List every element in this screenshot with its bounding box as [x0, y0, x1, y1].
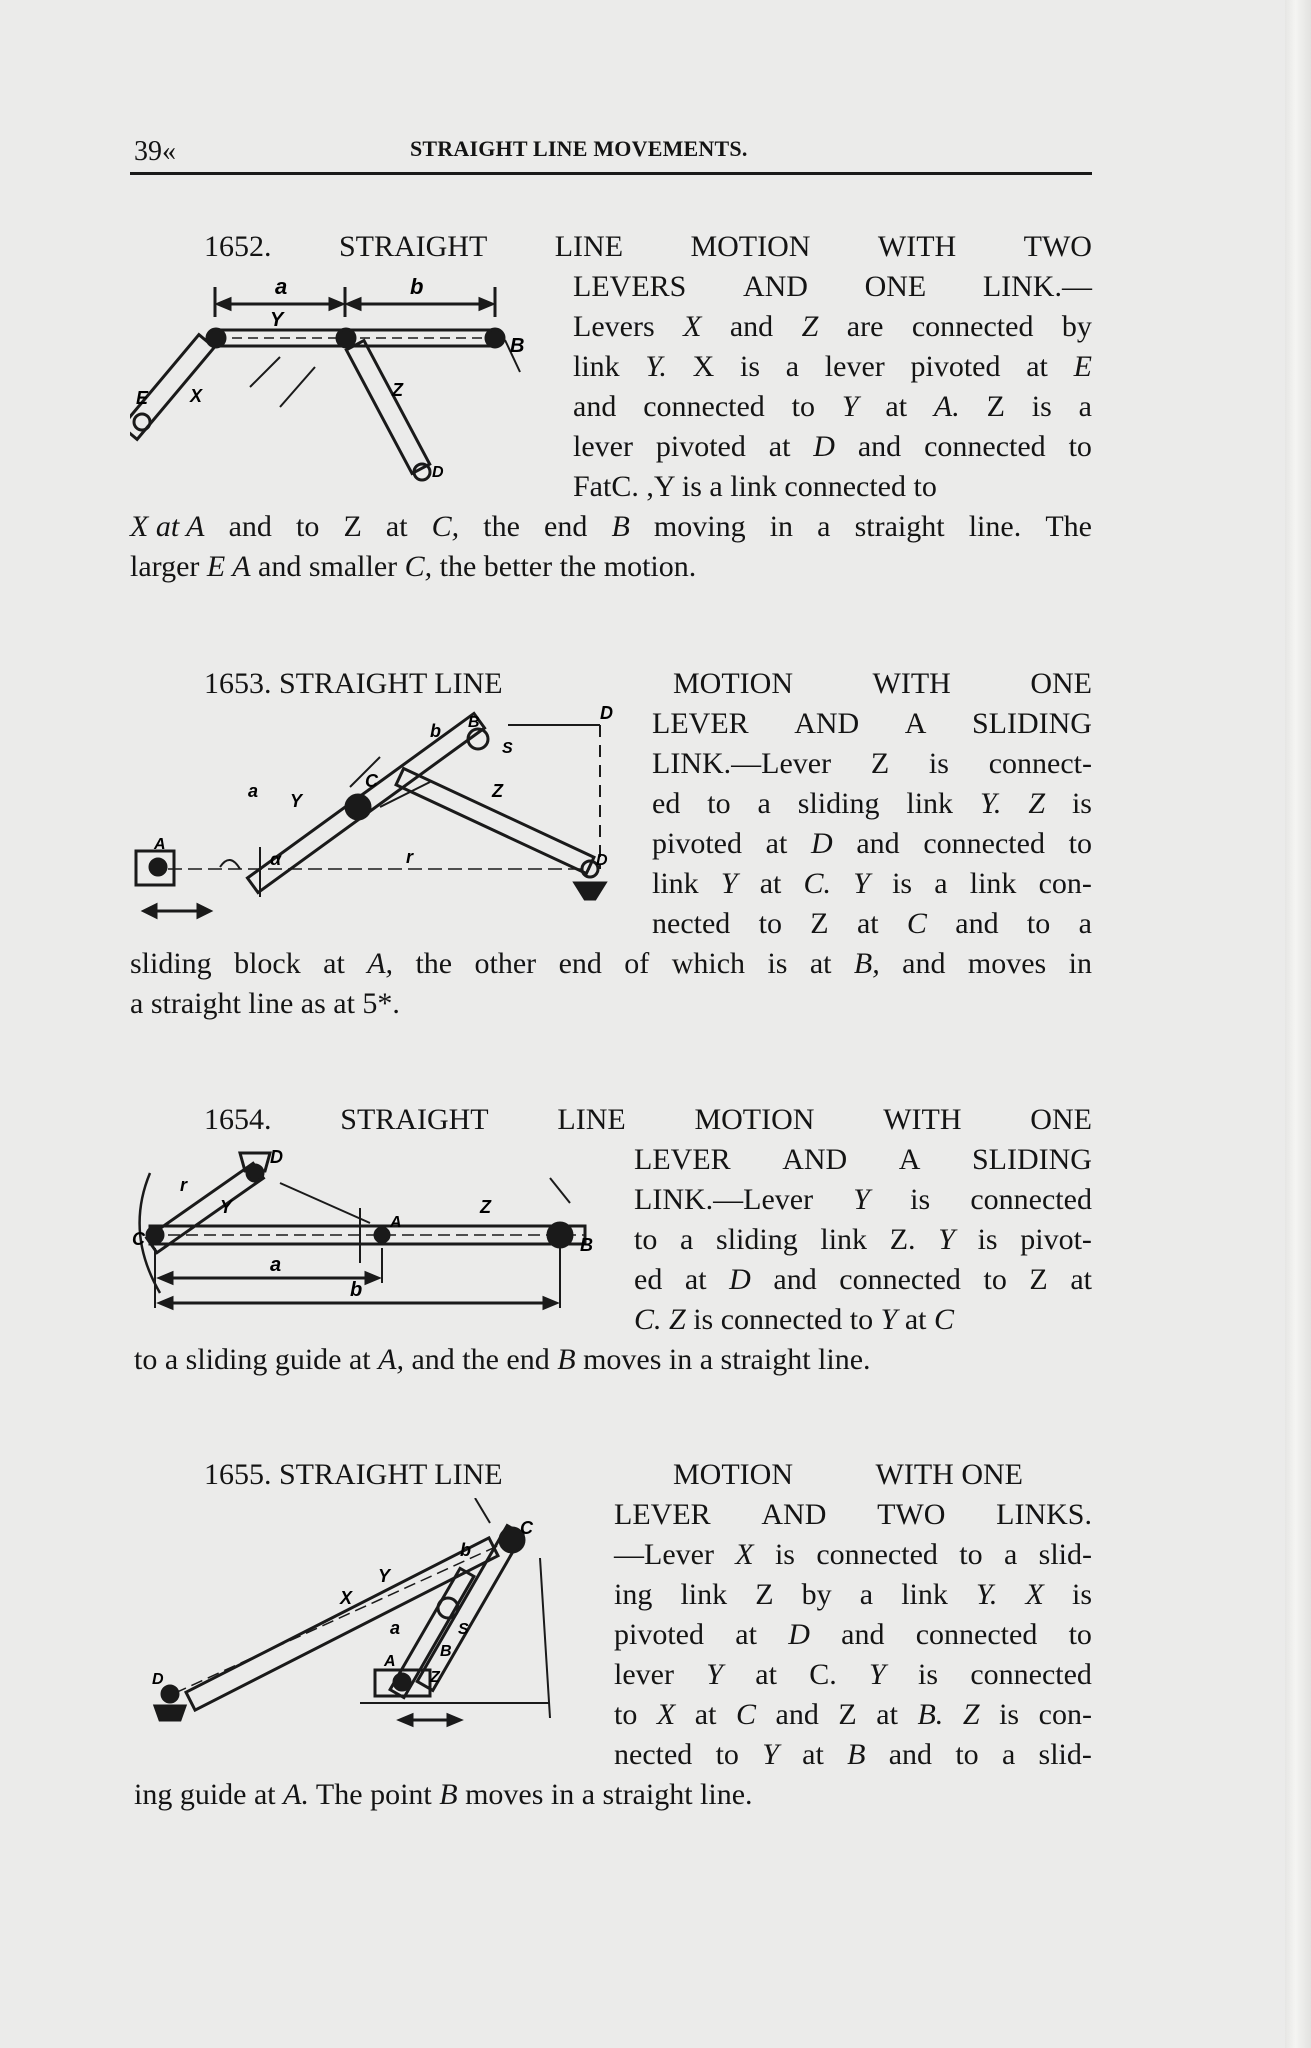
fig-label: α — [270, 849, 282, 869]
fig-label: E — [136, 388, 149, 408]
fig-label: X — [340, 1588, 353, 1608]
fig-label: Z — [392, 380, 403, 400]
fig-label: B — [440, 1643, 452, 1660]
entry-heading: 1654. STRAIGHT LINE MOTION WITH ONE — [204, 1103, 1092, 1136]
entry-heading-right: MOTION WITH ONE — [673, 1458, 1023, 1491]
fig-label: Y — [290, 791, 303, 811]
text-line: a straight line as at 5*. — [130, 987, 400, 1020]
header-rule — [130, 172, 1092, 175]
fig-label: D — [152, 1671, 164, 1688]
fig-label: b — [350, 1279, 363, 1301]
text-line: pivoted at D and connected to — [614, 1618, 1092, 1651]
entry-heading: 1655. STRAIGHT LINE — [204, 1458, 503, 1491]
fig-label: Y — [270, 309, 284, 331]
page-header — [130, 130, 1092, 178]
fig-label: C — [520, 1518, 533, 1538]
entry-heading-right: MOTION WITH ONE — [673, 667, 1092, 700]
figure-1652 — [130, 272, 560, 487]
fig-label: a — [390, 1618, 401, 1638]
page-edge — [1285, 0, 1311, 2048]
fig-label: a — [270, 1254, 282, 1276]
fig-label: Z — [480, 1197, 491, 1217]
text-line: LEVER AND A SLIDING — [652, 707, 1092, 740]
fig-label: Y — [378, 1566, 391, 1586]
text-line: X at A and to Z at C, the end B moving in a straight line. The — [130, 510, 1092, 543]
fig-label: r — [180, 1175, 188, 1195]
text-line: to a sliding link Z. Y is pivot- — [634, 1223, 1092, 1256]
text-line: ed to a sliding link Y. Z is — [652, 787, 1092, 820]
text-line: and connected to Y at A. Z is a — [573, 390, 1092, 423]
figure-1653 — [130, 687, 630, 937]
fig-label: B — [468, 714, 480, 731]
figure-1654 — [120, 1133, 620, 1333]
text-line: lever Y at C. Y is connected — [614, 1658, 1092, 1691]
text-line: ing guide at A. The point B moves in a straight line. — [134, 1778, 753, 1811]
figure-1655 — [130, 1498, 610, 1728]
text-line: to X at C and Z at B. Z is con- — [614, 1698, 1092, 1731]
fig-label: a — [275, 274, 288, 299]
entry-1655 — [130, 1458, 1092, 1838]
text-line: LEVER AND A SLIDING — [634, 1143, 1092, 1176]
text-line: LEVER AND TWO LINKS. — [614, 1498, 1092, 1531]
fig-label: b — [410, 274, 424, 299]
text-line: nected to Z at C and to a — [652, 907, 1092, 940]
text-line: Levers X and Z are connected by — [573, 310, 1092, 343]
fig-label: Z — [430, 1669, 440, 1686]
text-line: LINK.—Lever Z is connect- — [652, 747, 1092, 780]
fig-label: S — [502, 740, 513, 757]
text-line: LINK.—Lever Y is connected — [634, 1183, 1092, 1216]
text-line: pivoted at D and connected to — [652, 827, 1092, 860]
fig-label: C — [365, 771, 378, 791]
fig-label: C — [132, 1229, 145, 1249]
fig-label: B — [580, 1235, 593, 1255]
fig-label: A — [390, 1214, 402, 1231]
fig-label: D — [270, 1147, 283, 1167]
fig-label: X — [190, 386, 203, 406]
fig-label: A — [154, 836, 166, 853]
entry-heading: 1653. STRAIGHT LINE — [204, 667, 503, 700]
page-number: 39« — [134, 136, 176, 167]
text-line: larger E A and smaller C, the better the motion. — [130, 550, 697, 583]
entry-heading: 1652. STRAIGHT LINE MOTION WITH TWO — [204, 230, 1092, 263]
entry-1653 — [130, 667, 1092, 1047]
fig-label: D — [600, 703, 613, 723]
text-line: ed at D and connected to Z at — [634, 1263, 1092, 1296]
entry-1652 — [130, 230, 1092, 600]
text-line: FatC. ,Y is a link connected to — [573, 470, 937, 503]
fig-label: Z — [492, 781, 503, 801]
running-title: STRAIGHT LINE MOVEMENTS. — [410, 136, 748, 161]
text-line: link Y. X is a lever pivoted at E — [573, 350, 1092, 383]
text-line: —Lever X is connected to a slid- — [614, 1538, 1092, 1571]
fig-label: a — [248, 781, 259, 801]
fig-label: B — [510, 335, 525, 357]
fig-label: Y — [220, 1197, 233, 1217]
fig-label: b — [430, 721, 441, 741]
fig-label: b — [460, 1540, 471, 1560]
text-line: nected to Y at B and to a slid- — [614, 1738, 1092, 1771]
entry-1654 — [130, 1103, 1092, 1403]
text-line: lever pivoted at D and connected to — [573, 430, 1092, 463]
fig-label: r — [406, 847, 414, 867]
text-line: C. Z is connected to Y at C — [634, 1303, 955, 1336]
fig-label: D — [432, 464, 444, 481]
fig-label: D — [596, 852, 608, 869]
fig-label: A — [384, 1653, 396, 1670]
text-line: link Y at C. Y is a link con- — [652, 867, 1092, 900]
text-line: sliding block at A, the other end of which is at B, and moves in — [130, 947, 1092, 980]
text-line: ing link Z by a link Y. X is — [614, 1578, 1092, 1611]
fig-label: S — [458, 1621, 469, 1638]
text-line: to a sliding guide at A, and the end B moves in a straight line. — [134, 1343, 871, 1376]
text-line: LEVERS AND ONE LINK.— — [573, 270, 1092, 303]
